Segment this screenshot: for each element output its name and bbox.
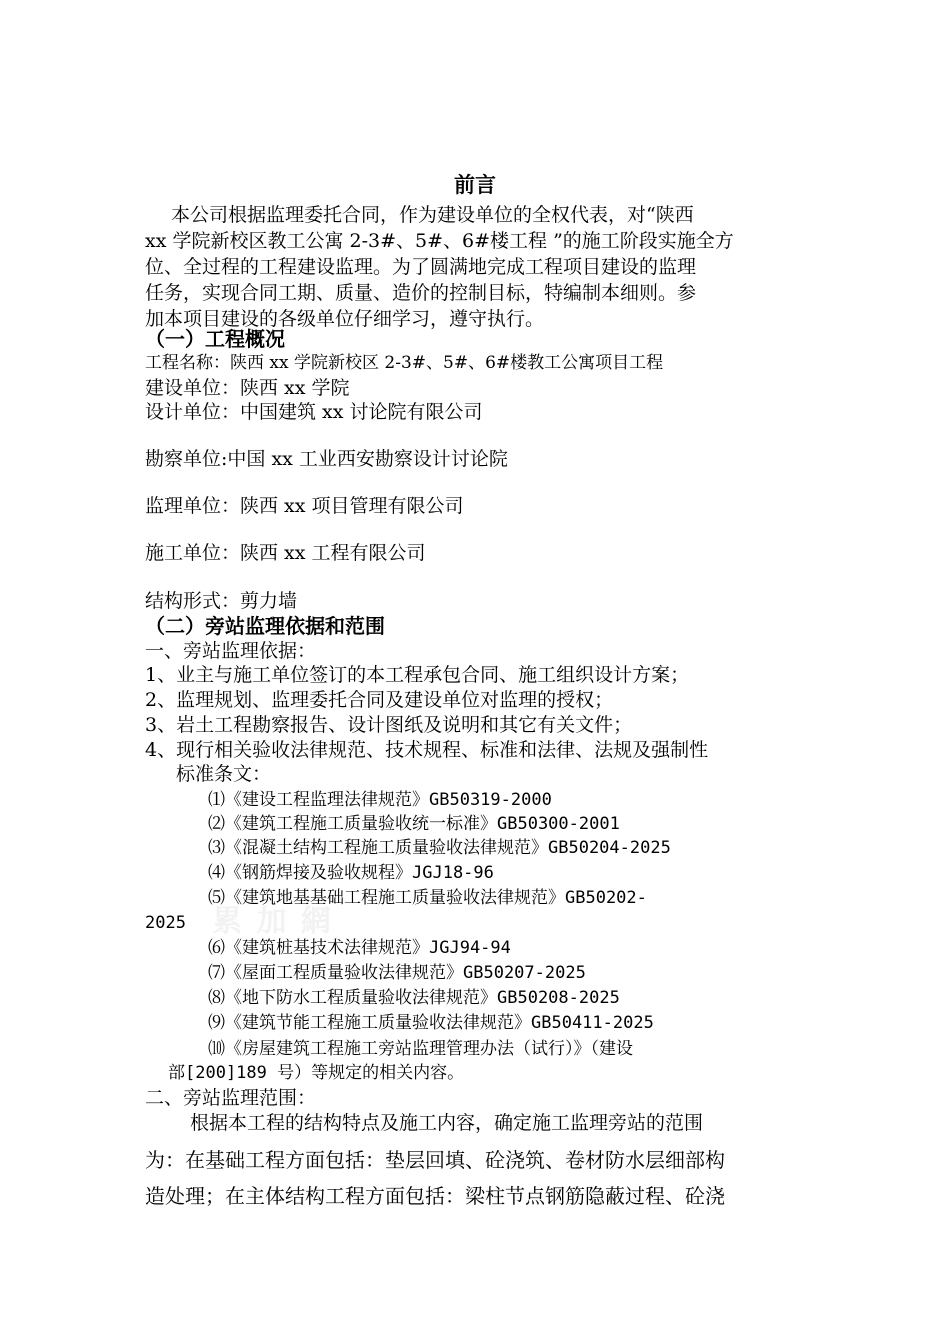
intro-line: xx 学院新校区教工公寓 2-3#、5#、6#楼工程 ”的施工阶段实施全方 bbox=[145, 230, 734, 252]
survey-unit: 勘察单位:中国 xx 工业西安勘察设计讨论院 bbox=[145, 448, 508, 470]
watermark: 累 加 網 bbox=[212, 904, 333, 939]
basis-item: 2、监理规划、监理委托合同及建设单位对监理的授权； bbox=[145, 689, 614, 711]
basis-title: 一、旁站监理依据： bbox=[145, 640, 317, 662]
page-title: 前言 bbox=[454, 172, 496, 197]
scope-line: 为：在基础工程方面包括：垫层回填、砼浇筑、卷材防水层细部构 bbox=[145, 1148, 725, 1172]
basis-item: 标准条文： bbox=[176, 763, 272, 785]
reference-item: ⑵《建筑工程施工质量验收统一标准》GB50300-2001 bbox=[208, 814, 620, 834]
owner-unit: 建设单位：陕西 xx 学院 bbox=[145, 377, 350, 399]
reference-item: ⑽《房屋建筑工程施工旁站监理管理办法（试行）》（建设 bbox=[208, 1039, 633, 1059]
section-heading-overview: （一）工程概况 bbox=[145, 327, 285, 351]
scope-line: 根据本工程的结构特点及施工内容，确定施工监理旁站的范围 bbox=[190, 1112, 704, 1134]
reference-item: ⑶《混凝土结构工程施工质量验收法律规范》GB50204-2025 bbox=[208, 838, 671, 858]
reference-item: ⑼《建筑节能工程施工质量验收法律规范》GB50411-2025 bbox=[208, 1013, 654, 1033]
reference-item: ⑺《屋面工程质量验收法律规范》GB50207-2025 bbox=[208, 963, 586, 983]
reference-item: ⑸《建筑地基基础工程施工质量验收法律规范》GB50202- bbox=[208, 888, 647, 908]
scope-line: 造处理；在主体结构工程方面包括：梁柱节点钢筋隐蔽过程、砼浇 bbox=[145, 1184, 725, 1208]
basis-item: 3、岩土工程勘察报告、设计图纸及说明和其它有关文件； bbox=[145, 714, 633, 736]
basis-item: 1、业主与施工单位签订的本工程承包合同、施工组织设计方案； bbox=[145, 664, 690, 686]
construction-unit: 施工单位：陕西 xx 工程有限公司 bbox=[145, 542, 426, 564]
supervision-unit: 监理单位：陕西 xx 项目管理有限公司 bbox=[145, 495, 464, 517]
structure-type: 结构形式：剪力墙 bbox=[145, 590, 298, 612]
reference-item: ⑴《建设工程监理法律规范》GB50319-2000 bbox=[208, 790, 552, 810]
reference-item: ⑻《地下防水工程质量验收法律规范》GB50208-2025 bbox=[208, 988, 620, 1008]
basis-item: 4、现行相关验收法律规范、技术规程、标准和法律、法规及强制性 bbox=[145, 739, 709, 761]
intro-line: 本公司根据监理委托合同，作为建设单位的全权代表，对“陕西 bbox=[171, 204, 694, 226]
reference-item: 2025 bbox=[145, 913, 186, 933]
reference-item: ⑹《建筑桩基技术法律规范》JGJ94-94 bbox=[208, 938, 511, 958]
project-name: 工程名称：陕西 xx 学院新校区 2-3#、5#、6#楼教工公寓项目工程 bbox=[145, 353, 664, 373]
intro-line: 加本项目建设的各级单位仔细学习，遵守执行。 bbox=[145, 308, 545, 330]
intro-line: 任务，实现合同工期、质量、造价的控制目标，特编制本细则。参 bbox=[145, 282, 697, 304]
reference-item: ⑷《钢筋焊接及验收规程》JGJ18-96 bbox=[208, 863, 494, 883]
section-heading-basis-scope: （二）旁站监理依据和范围 bbox=[145, 614, 385, 638]
reference-item: 部[200]189 号）等规定的相关内容。 bbox=[168, 1063, 465, 1083]
design-unit: 设计单位：中国建筑 xx 讨论院有限公司 bbox=[145, 401, 483, 423]
scope-title: 二、旁站监理范围： bbox=[145, 1087, 317, 1109]
intro-line: 位、全过程的工程建设监理。为了圆满地完成工程项目建设的监理 bbox=[145, 256, 697, 278]
